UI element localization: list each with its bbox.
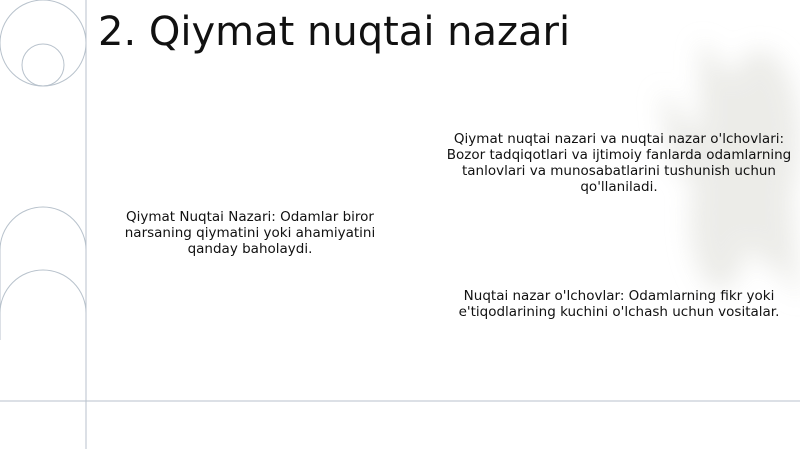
measures-application-text: Qiymat nuqtai nazari va nuqtai nazar o'lchovlari: Bozor tadqiqotlari va ijtimoiy fanlarda odamlarning tanlovlari va munosabatlarini tushunish uchun qo'llaniladi. — [446, 131, 792, 195]
value-perspective-definition: Qiymat Nuqtai Nazari: Odamlar biror narsaning qiymatini yoki ahamiyatini qanday baholaydi. — [124, 209, 376, 257]
perspective-measures-definition: Nuqtai nazar o'lchovlar: Odamlarning fikr yoki e'tiqodlarining kuchini o'lchash uchun vositalar. — [458, 288, 780, 320]
slide-title: 2. Qiymat nuqtai nazari — [98, 9, 571, 55]
